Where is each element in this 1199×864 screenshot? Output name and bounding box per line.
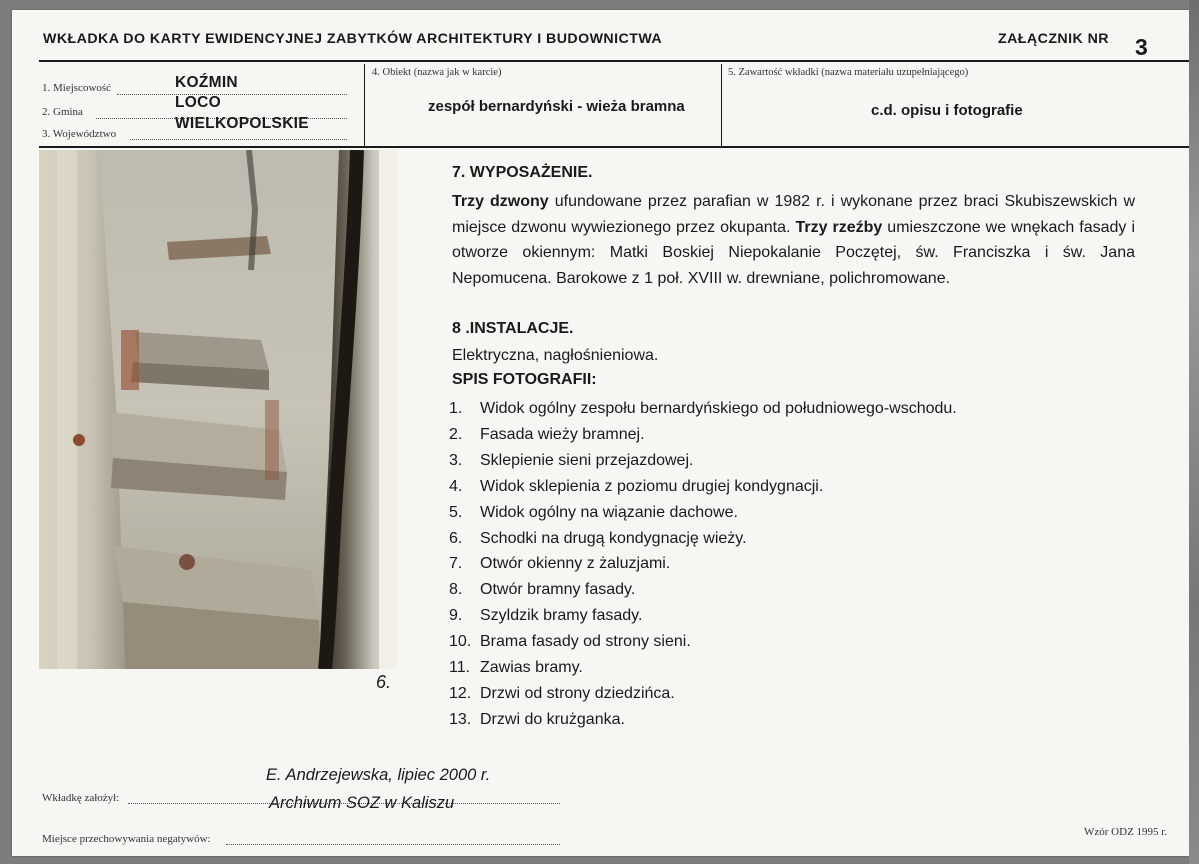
photo-list-text: Szyldzik bramy fasady. bbox=[480, 607, 643, 625]
form-divider-1 bbox=[364, 64, 365, 146]
document-sheet bbox=[12, 10, 1190, 856]
contents-value: c.d. opisu i fotografie bbox=[871, 102, 1023, 119]
section8-text: Elektryczna, nagłośnieniowa. bbox=[452, 347, 659, 364]
section8-heading: 8 .INSTALACJE. bbox=[452, 320, 574, 337]
commune-label: 2. Gmina bbox=[42, 106, 83, 118]
province-dots bbox=[130, 139, 347, 140]
photo-list-item bbox=[449, 500, 957, 526]
locality-dots bbox=[117, 94, 347, 95]
created-label: Wkładkę założył: bbox=[42, 792, 120, 804]
object-value: zespół bernardyński - wieża bramna bbox=[428, 98, 685, 115]
stairs-photo bbox=[39, 150, 397, 669]
photo-list-text: Otwór bramny fasady. bbox=[480, 581, 636, 599]
photo-list-item bbox=[449, 629, 957, 655]
contents-label: 5. Zawartość wkładki (nazwa materiału uzupełniającego) bbox=[728, 67, 969, 78]
photo-list-number: 7. bbox=[449, 555, 463, 573]
photo-list-number: 1. bbox=[449, 400, 463, 417]
photo-list-text: Sklepienie sieni przejazdowej. bbox=[480, 451, 694, 469]
photo-list-number: 5. bbox=[449, 503, 463, 521]
photo-list-text: Brama fasady od strony sieni. bbox=[480, 633, 691, 651]
photo-list-text: Widok ogólny zespołu bernardyńskiego od południowego-wschodu. bbox=[480, 400, 957, 417]
photo-list-item bbox=[449, 422, 957, 448]
photo-list-item bbox=[449, 526, 957, 552]
photo-list-number: 10. bbox=[449, 633, 472, 651]
section7-text-bells: ufundowane przez parafian w 1982 r. i wykonane przez braci Skubiszewskich w miejsce dzwonu wywiezionego przez okupanta. bbox=[452, 193, 1136, 236]
photo-list-item bbox=[449, 396, 957, 422]
form-divider-2 bbox=[721, 64, 722, 146]
photo-list-item bbox=[449, 474, 957, 500]
photo-list-item bbox=[449, 681, 957, 707]
photo-list-item bbox=[449, 655, 957, 681]
photo-list-text: Otwór okienny z żaluzjami. bbox=[480, 555, 671, 573]
photo-list-text: Zawias bramy. bbox=[480, 659, 583, 677]
form-code: Wzór ODZ 1995 r. bbox=[1084, 826, 1168, 838]
scan-edge bbox=[1189, 0, 1199, 864]
section7-heading: 7. WYPOSAŻENIE. bbox=[452, 164, 593, 181]
photo-list-item bbox=[449, 603, 957, 629]
photo-list-item bbox=[449, 448, 957, 474]
photo-list-number: 6. bbox=[449, 529, 463, 547]
section7-paragraph bbox=[452, 189, 1135, 291]
photo-caption: 6. bbox=[376, 672, 392, 692]
locality-value: KOŹMIN bbox=[175, 74, 238, 91]
photo-list-text: Widok ogólny na wiązanie dachowe. bbox=[480, 503, 738, 521]
locality-label: 1. Miejscowość bbox=[42, 82, 112, 94]
photo-list-item bbox=[449, 707, 957, 733]
negatives-dots bbox=[226, 844, 560, 845]
form-bottom-rule bbox=[39, 146, 1190, 148]
photo-list-number: 2. bbox=[449, 425, 463, 443]
photo-list-number: 12. bbox=[449, 684, 472, 702]
negatives-label: Miejsce przechowywania negatywów: bbox=[42, 833, 211, 845]
photo-list-number: 8. bbox=[449, 581, 463, 599]
section7-bold-sculptures: Trzy rzeźby bbox=[795, 218, 883, 236]
photo-list-item bbox=[449, 551, 957, 577]
photo-list-item bbox=[449, 577, 957, 603]
photo-list bbox=[449, 396, 957, 733]
photo-list-number: 9. bbox=[449, 607, 463, 625]
attachment-label: ZAŁĄCZNIK NR bbox=[998, 31, 1110, 47]
photo-list-number: 11. bbox=[449, 659, 471, 677]
section7-text-sculptures: umieszczone we wnękach fasady i otworze okiennym: Matki Boskiej Niepokalanie Poczętej, św. Franciszka i św. Jana Nepomucena. Barokowe z 1 poł. XVIII w. drewniane, polichromowane. bbox=[452, 218, 1135, 287]
photo-list-text: Widok sklepienia z poziomu drugiej kondygnacji. bbox=[480, 477, 824, 495]
province-value: WIELKOPOLSKIE bbox=[175, 115, 309, 132]
section7-bold-bells: Trzy dzwony bbox=[452, 193, 549, 210]
photo-list-text: Drzwi od strony dziedzińca. bbox=[480, 684, 675, 702]
author-text: E. Andrzejewska, lipiec 2000 r. bbox=[266, 766, 491, 784]
photo-list-text: Drzwi do krużganka. bbox=[480, 710, 625, 728]
province-label: 3. Województwo bbox=[42, 128, 117, 140]
object-label: 4. Obiekt (nazwa jak w karcie) bbox=[372, 67, 502, 78]
photo-list-number: 4. bbox=[449, 477, 463, 495]
photo-list-text: Schodki na drugą kondygnację wieży. bbox=[480, 529, 747, 547]
archive-text: Archiwum SOZ w Kaliszu bbox=[269, 794, 455, 812]
photo-list-number: 13. bbox=[449, 710, 472, 728]
commune-value: LOCO bbox=[175, 94, 221, 111]
photo-list-number: 3. bbox=[449, 451, 463, 469]
photo-list-text: Fasada wieży bramnej. bbox=[480, 425, 645, 443]
attachment-number: 3 bbox=[1135, 34, 1148, 60]
document-title: WKŁADKA DO KARTY EWIDENCYJNEJ ZABYTKÓW ARCHITEKTURY I BUDOWNICTWA bbox=[43, 31, 663, 47]
photo-list-heading: SPIS FOTOGRAFII: bbox=[452, 371, 597, 388]
header-rule bbox=[39, 60, 1190, 62]
